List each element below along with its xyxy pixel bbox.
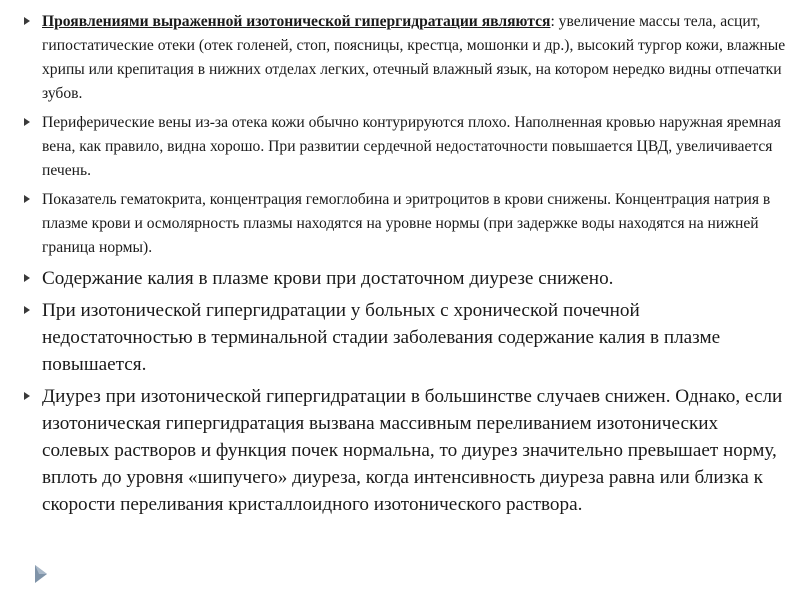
bullet-text: : увеличение массы тела, асцит, гипостатические отеки (отек голеней, стоп, поясницы, крестца, мошонки и др.), высокий тургор кожи, влажные хрипы или крепитация в нижних отделах легких, отечный влажный язык, на котором нередко видны отпечатки зубов.	[42, 13, 786, 102]
bullet-text: Диурез при изотонической гипергидратации в большинстве случаев снижен. Однако, если изотоническая гипергидратация вызвана массивным переливанием изотонических солевых растворов и функция почек нормальна, то диурез значительно превышает норму, вплоть до уровня «шипучего» диуреза, когда интенсивность диуреза равна или близка к скорости переливания кристаллоидного изотонического раствора.	[42, 386, 783, 515]
bullet-item	[22, 383, 788, 518]
bullet-item	[22, 111, 788, 183]
triangle-bullet-icon	[24, 306, 30, 314]
bullet-text: При изотонической гипергидратации у больных с хронической почечной недостаточностью в терминальной стадии заболевания содержание калия в плазме повышается.	[42, 300, 721, 375]
bullet-text: Периферические вены из-за отека кожи обычно контурируются плохо. Наполненная кровью наружная яремная вена, как правило, видна хорошо. При развитии сердечной недостаточности повышается ЦВД, увеличивается печень.	[42, 114, 781, 179]
bullet-item	[22, 10, 788, 106]
triangle-bullet-icon	[24, 392, 30, 400]
triangle-bullet-icon	[24, 17, 30, 25]
bullet-lead-text: Проявлениями выраженной изотонической гипергидратации являются	[42, 13, 551, 30]
triangle-bullet-icon	[24, 118, 30, 126]
bullet-item	[22, 297, 788, 378]
bullet-text: Содержание калия в плазме крови при достаточном диурезе снижено.	[42, 268, 614, 289]
bullet-text: Показатель гематокрита, концентрация гемоглобина и эритроцитов в крови снижены. Концентрация натрия в плазме крови и осмолярность плазмы находятся на уровне нормы (при задержке воды находятся на нижней граница нормы).	[42, 191, 771, 256]
bullet-item	[22, 265, 788, 292]
triangle-bullet-icon	[24, 274, 30, 282]
bullet-list	[22, 10, 788, 523]
corner-arrow-icon	[35, 565, 47, 583]
triangle-bullet-icon	[24, 195, 30, 203]
bullet-item	[22, 188, 788, 260]
